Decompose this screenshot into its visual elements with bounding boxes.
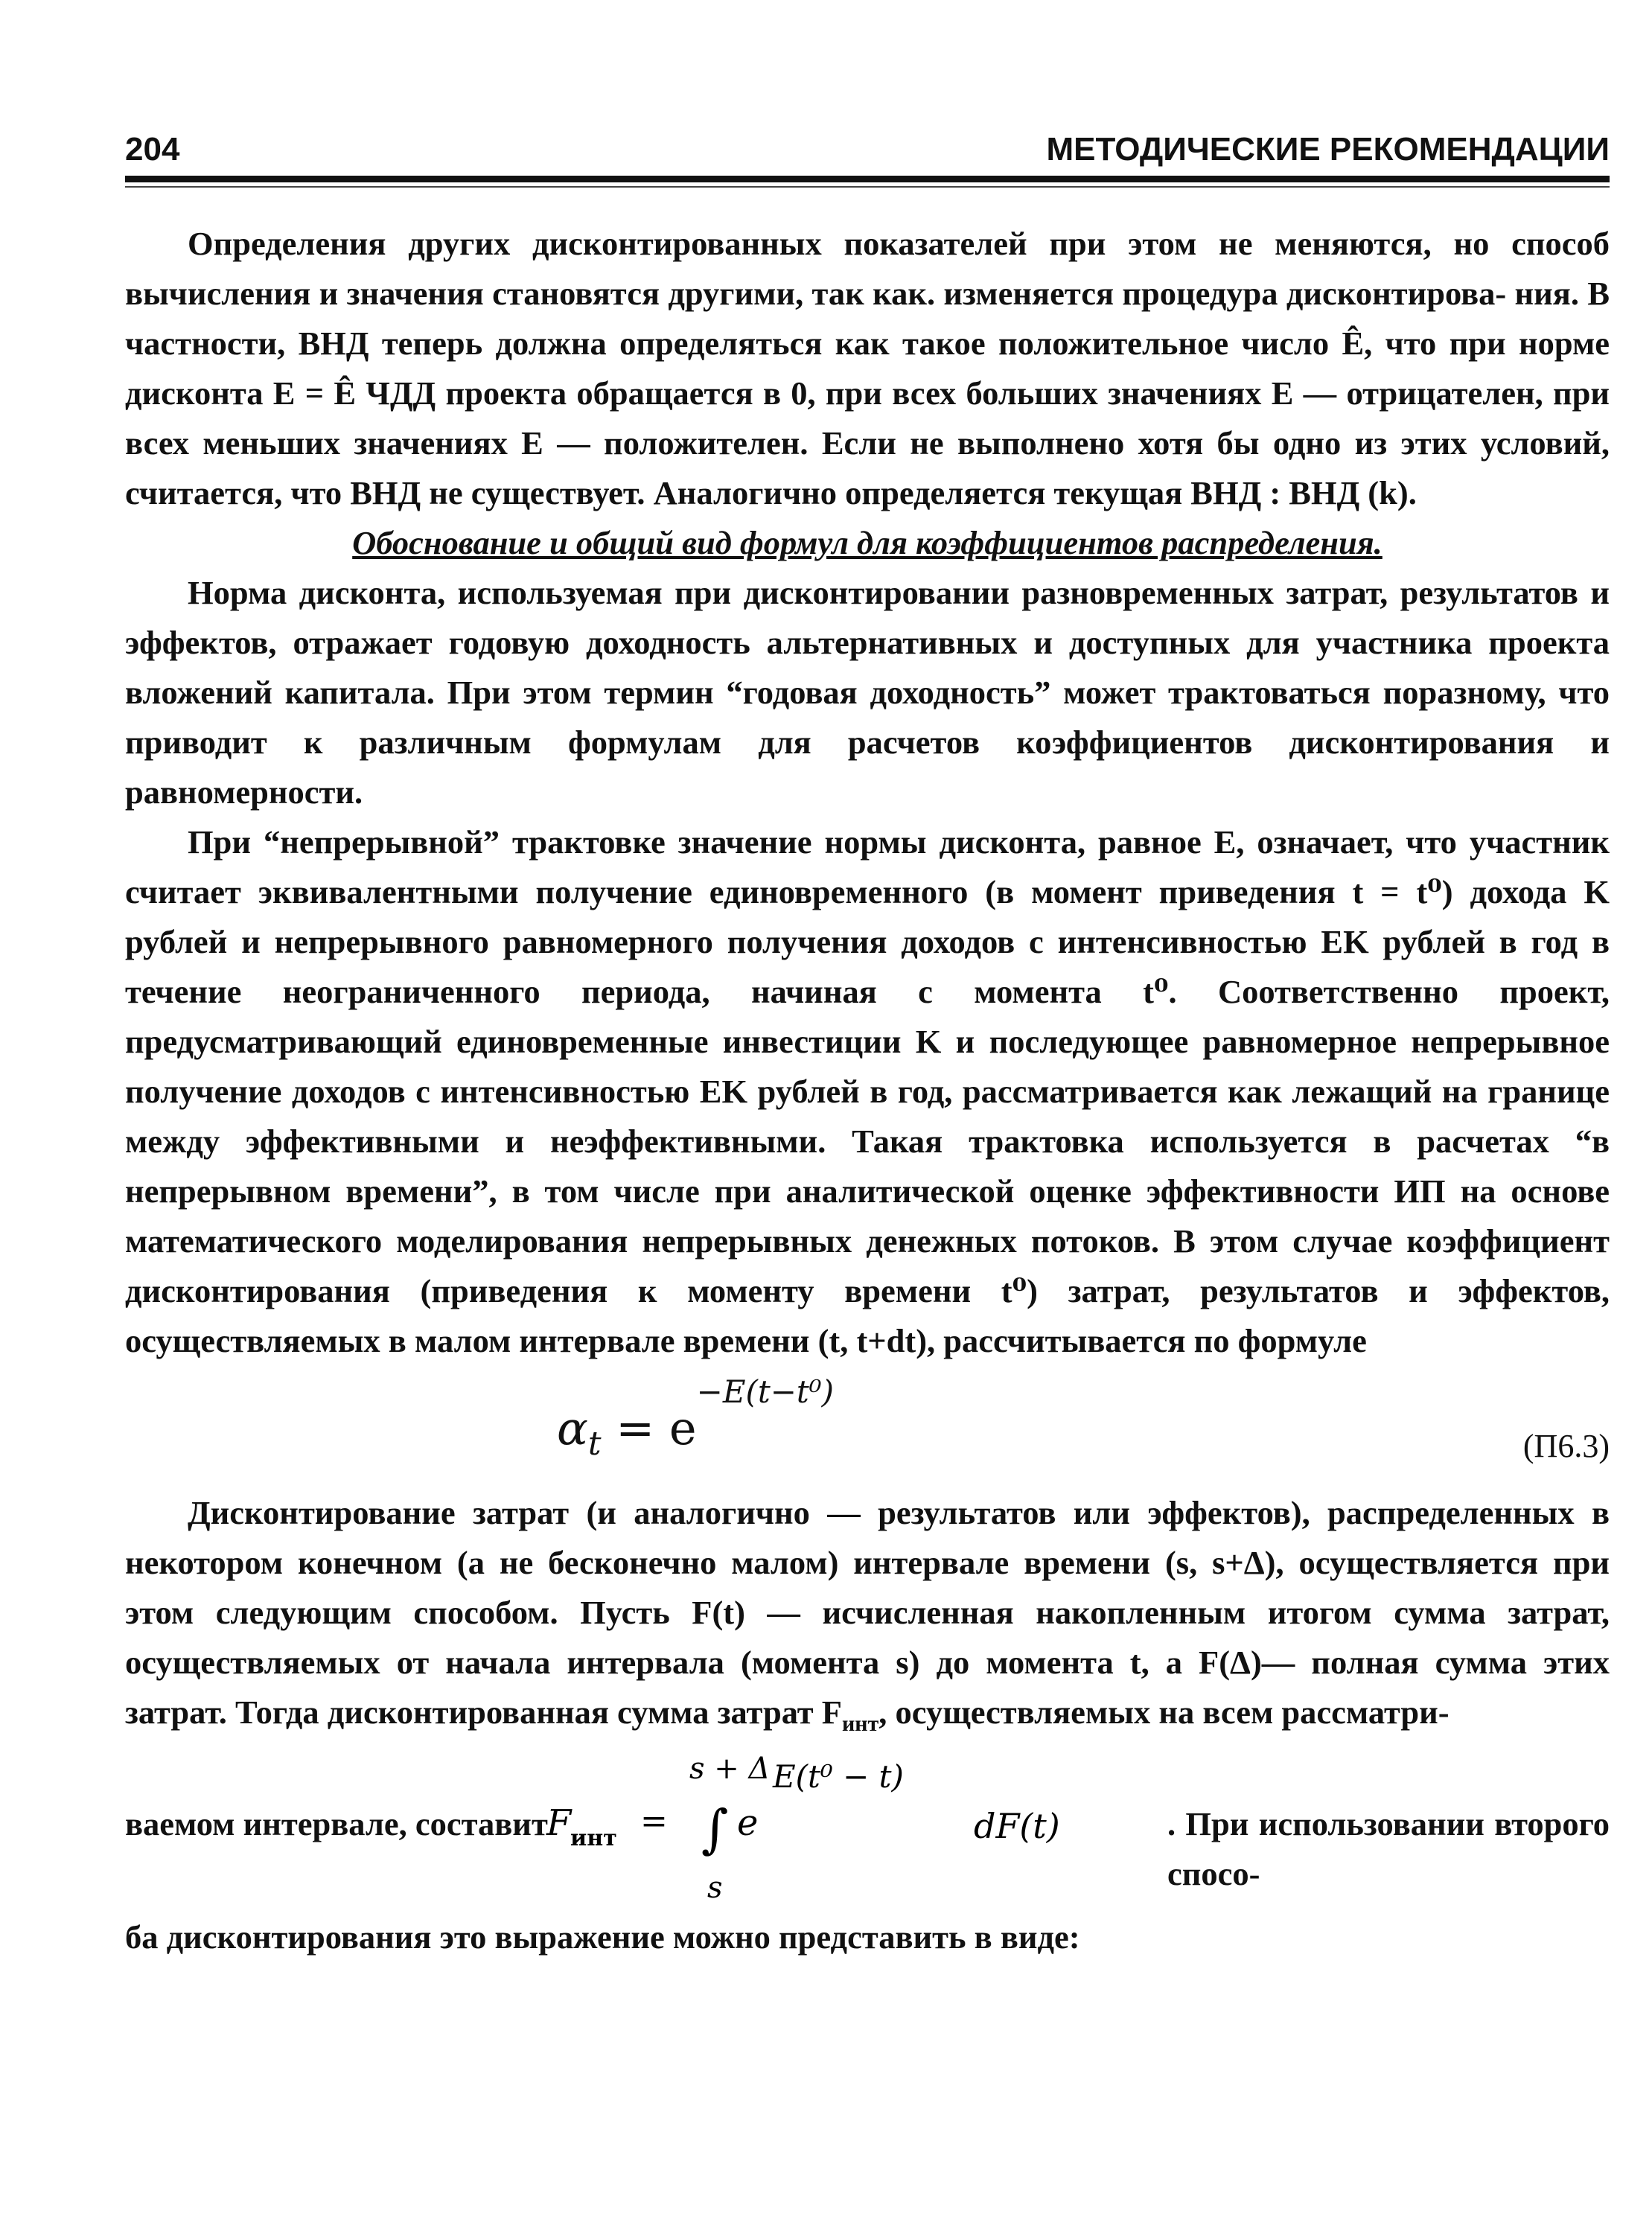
integral-right-text: . При использовании второго спосо-: [1167, 1804, 1610, 1892]
integral-exponent: E(t⁰ − t): [773, 1758, 904, 1795]
integral-lhs: F: [546, 1801, 572, 1844]
formula-p6-3: [125, 1373, 1610, 1485]
running-header: [125, 124, 1610, 177]
section-title: МЕТОДИЧЕСКИЕ РЕКОМЕНДАЦИИ: [1046, 131, 1610, 167]
header-rule-thin: [125, 186, 1610, 188]
integral-row: [125, 1752, 1610, 1908]
integral-tail: dF(t): [974, 1805, 1060, 1846]
paragraph-3: При “непрерывной” трактовке значение нормы дисконта, равное E, означает, что участник считает эквивалентными получение единовременного (в момент приведения t = t⁰) дохода K рублей и непрерывного равномерного получения доходов с интенсивностью EK рублей в год в течение неограниченного периода, начиная с момента t⁰. Соответственно проект, предусматривающий единовременные инвестиции K и последующее равномерное непрерывное получение доходов с интенсивностью EK рублей в год, рассматривается как лежащий на границе между эффективными и неэффективными. Такая трактовка используется в расчетах “в непрерывном времени”, в том числе при аналитической оценке эффективности ИП на основе математического моделирования непрерывных денежных потоков. В этом случае коэффициент дисконтирования (приведения к моменту времени t⁰) затрат, результатов и эффектов, осуществляемых в малом интервале времени (t, t+dt), рассчитывается по формуле: [125, 823, 1610, 1359]
integral-left-text: ваемом интервале, составит: [125, 1804, 548, 1842]
integral-base: e: [737, 1801, 759, 1844]
formula-eq: = e: [601, 1401, 697, 1455]
integral-upper: s + Δ: [689, 1751, 771, 1786]
p1-line-3: ния. В частности, ВНД теперь должна определяться как такое положительное число Ê, что: [125, 275, 1610, 362]
formula-lhs-sub: t: [587, 1425, 602, 1463]
p1-line-7: ВНД : ВНД (k).: [1190, 474, 1417, 511]
discount-coefficient-formula: [557, 1373, 835, 1469]
p1-line-4: при норме дисконта E = Ê ЧДД проекта обращается в 0, при всех больших значениях E —: [125, 325, 1610, 412]
integral-lhs-sub: инт: [570, 1825, 617, 1851]
paragraph-1: [125, 219, 1610, 518]
p1-line-5: отрицателен, при всех меньших значениях E — положителен. Если не выполнено хотя бы: [125, 374, 1610, 462]
p4-text: Дисконтирование затрат (и аналогично — результатов или эффектов), распределенных в некотором конечном (а не бесконечно малом) интервале времени (s, s+Δ), осуществляется при этом следующим способом. Пусть F(t) — исчисленная накопленным итогом сумма затрат, осуществляемых от начала интервала (момента s) до момента t, а F(Δ)— полная сумма этих затрат. Тогда дисконтированная сумма затрат F: [125, 1494, 1610, 1731]
formula-number: (П6.3): [1522, 1428, 1610, 1464]
p1-line-6-bold: ВНД: [350, 474, 421, 511]
p1-line-6a: одно из этих условий, считается, что: [125, 424, 1610, 511]
integral-eq: =: [640, 1801, 668, 1840]
p1-line-1: Определения других дисконтированных показателей при этом не меняются, но способ: [188, 225, 1610, 262]
p4-sub: инт: [841, 1711, 879, 1736]
p4-end: , осуществляемых на всем рассматри-: [878, 1694, 1450, 1731]
formula-exponent: −E(t−t⁰): [696, 1373, 835, 1410]
paragraph-4: [125, 1488, 1610, 1749]
p1-line-2: вычисления и значения становятся другими, так как. изменяется процедура дисконтирова-: [125, 275, 1507, 312]
formula-lhs: α: [557, 1401, 588, 1455]
header-rule: [125, 176, 1610, 182]
section-heading: Обоснование и общий вид формул для коэффициентов распределения.: [352, 524, 1382, 561]
paragraph-5: ба дисконтирования это выражение можно представить в виде:: [125, 1918, 1080, 1956]
page-number: 204: [125, 131, 180, 167]
paragraph-2: Норма дисконта, используемая при дисконтировании разновременных затрат, результатов и эффектов, отражает годовую доходность альтернативных и доступных для участника проекта вложений капитала. При этом термин “годовая доходность” может трактоваться поразному, что приводит к различным формулам для расчетов коэффициентов дисконтирования и равномерности.: [125, 574, 1610, 811]
integral-formula: [542, 1752, 1160, 1908]
p1-line-6c: не существует. Аналогично определяется текущая: [421, 474, 1183, 511]
integral-sign: ∫: [701, 1798, 729, 1860]
integral-lower: s: [707, 1870, 723, 1905]
body-text: [125, 219, 1610, 1962]
